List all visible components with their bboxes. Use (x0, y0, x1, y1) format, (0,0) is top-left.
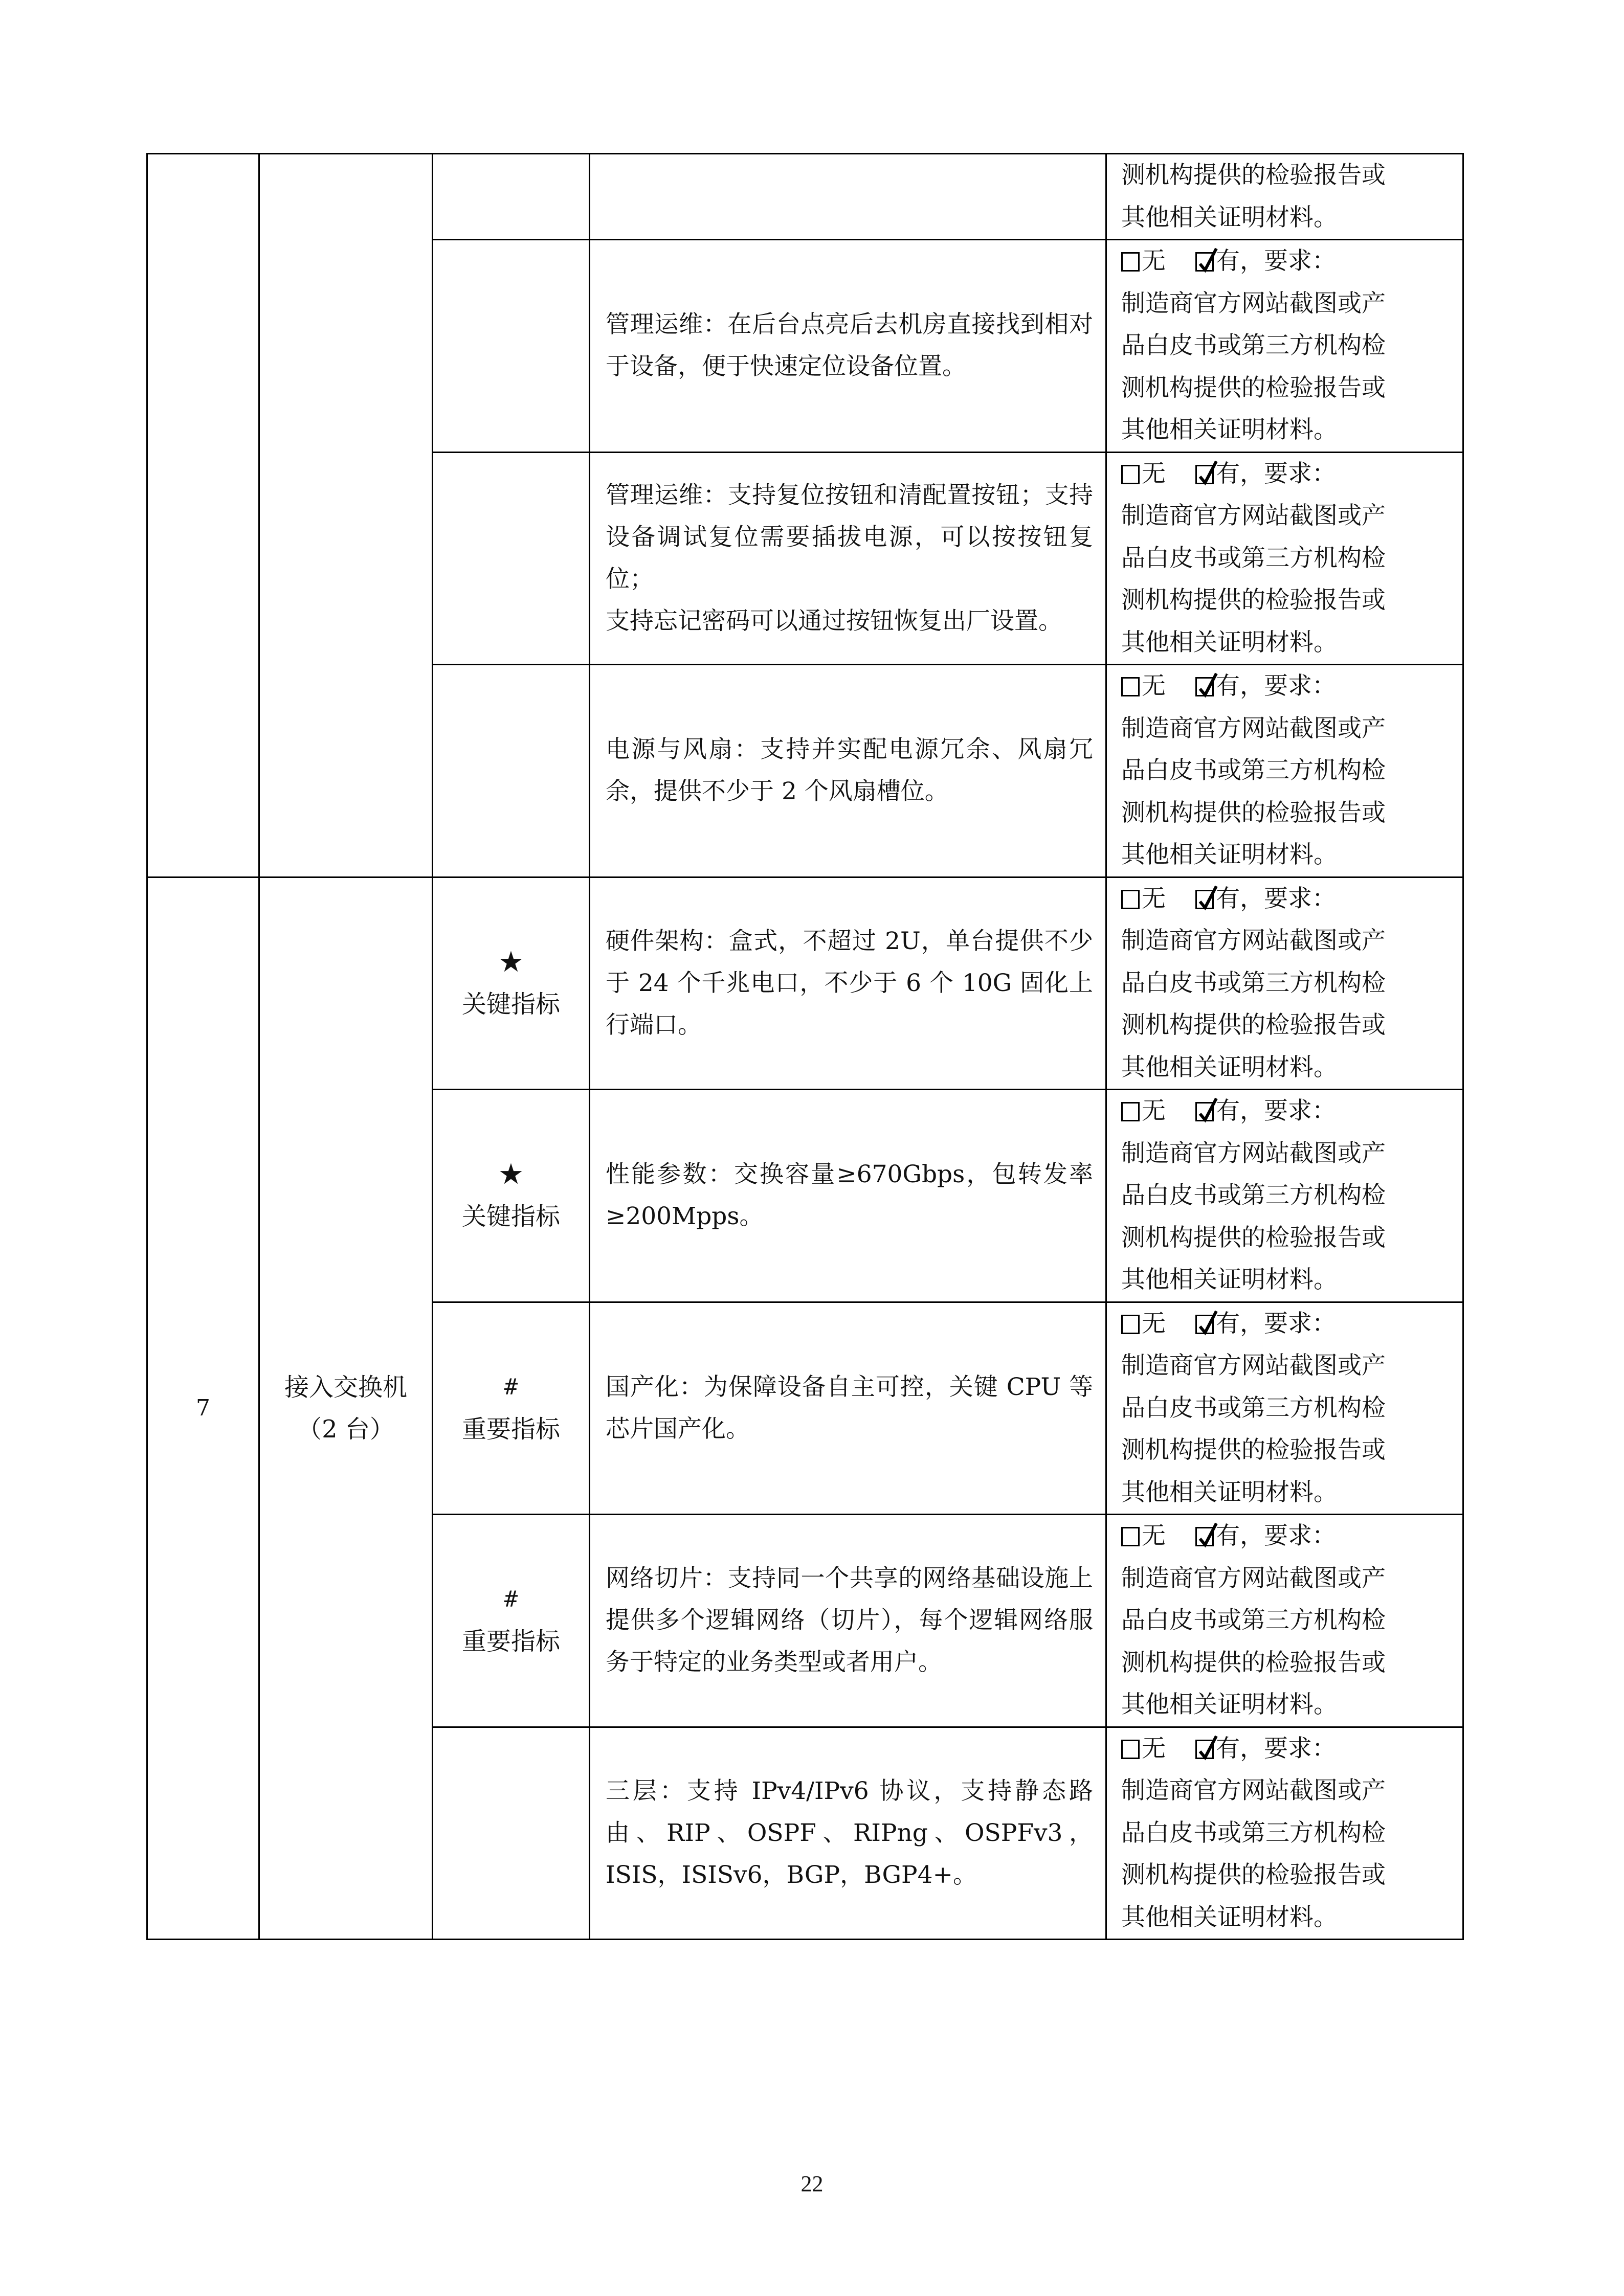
proof-line: 其他相关证明材料。 (1121, 628, 1338, 657)
tag-cell (433, 1727, 590, 1940)
item-number: 7 (147, 877, 259, 1940)
option-none-label: 无 (1142, 1522, 1166, 1550)
proof-line: 测机构提供的检验报告或 (1121, 373, 1386, 402)
proof-line: 其他相关证明材料。 (1121, 203, 1338, 232)
proof-line: 制造商官方网站截图或产 (1121, 502, 1386, 530)
checkbox-checked-icon (1195, 1740, 1214, 1759)
hash-icon: # (504, 1586, 518, 1613)
item-name-cell (259, 154, 433, 877)
proof-options (1121, 878, 1455, 920)
proof-options (1121, 1728, 1455, 1770)
proof-line: 品白皮书或第三方机构检 (1121, 756, 1386, 784)
proof-line: 测机构提供的检验报告或 (1121, 1861, 1386, 1889)
tag-label: 关键指标 (461, 989, 560, 1019)
description-cell: 管理运维：在后台点亮后去机房直接找到相对于设备，便于快速定位设备位置。 (590, 240, 1106, 453)
option-yes-label: 有，要求： (1216, 1734, 1336, 1763)
proof-line: 其他相关证明材料。 (1121, 1691, 1338, 1719)
star-icon: ★ (498, 1158, 524, 1191)
checkbox-none-icon (1121, 677, 1140, 696)
proof-cell (1106, 452, 1463, 665)
option-none-label: 无 (1142, 884, 1166, 913)
proof-line: 测机构提供的检验报告或 (1121, 1436, 1386, 1464)
checkbox-none-icon (1121, 1315, 1140, 1334)
item-number-cell (147, 154, 259, 877)
item-name-cell (259, 877, 433, 1940)
option-none-label: 无 (1142, 459, 1166, 488)
option-yes-label: 有，要求： (1216, 884, 1336, 913)
proof-line: 制造商官方网站截图或产 (1121, 1564, 1386, 1592)
proof-line: 测机构提供的检验报告或 (1121, 1223, 1386, 1252)
star-icon: ★ (498, 945, 524, 979)
option-yes-label: 有，要求： (1216, 1097, 1336, 1125)
description-cell: 电源与风扇：支持并实配电源冗余、风扇冗余，提供不少于 2 个风扇槽位。 (590, 665, 1106, 877)
tag-cell (433, 877, 590, 1090)
tag-label: 关键指标 (461, 1202, 560, 1231)
option-none-label: 无 (1142, 672, 1166, 700)
option-none-label: 无 (1142, 1734, 1166, 1763)
proof-line: 品白皮书或第三方机构检 (1121, 544, 1386, 572)
proof-line: 测机构提供的检验报告或 (1121, 1648, 1386, 1677)
proof-options (1121, 453, 1455, 496)
option-yes-label: 有，要求： (1216, 459, 1336, 488)
proof-line: 制造商官方网站截图或产 (1121, 1776, 1386, 1805)
option-none-label: 无 (1142, 247, 1166, 275)
tag-cell (433, 154, 590, 240)
requirements-table (146, 153, 1464, 1940)
proof-line: 制造商官方网站截图或产 (1121, 927, 1386, 955)
proof-line: 测机构提供的检验报告或 (1121, 586, 1386, 614)
description-cell: 硬件架构：盒式，不超过 2U，单台提供不少于 24 个千兆电口，不少于 6 个 10G 固化上行端口。 (590, 877, 1106, 1090)
checkbox-none-icon (1121, 1527, 1140, 1546)
tag-cell (433, 665, 590, 877)
option-none-label: 无 (1142, 1097, 1166, 1125)
proof-options (1121, 665, 1455, 708)
proof-line: 品白皮书或第三方机构检 (1121, 1818, 1386, 1847)
checkbox-none-icon (1121, 1102, 1140, 1121)
checkbox-none-icon (1121, 465, 1140, 484)
proof-line: 制造商官方网站截图或产 (1121, 714, 1386, 742)
tag-label: 重要指标 (461, 1627, 560, 1656)
proof-cell (1106, 240, 1463, 453)
tag-cell (433, 1090, 590, 1302)
proof-line: 其他相关证明材料。 (1121, 1903, 1338, 1931)
checkbox-checked-icon (1195, 677, 1214, 696)
option-none-label: 无 (1142, 1309, 1166, 1338)
table-row (147, 154, 1463, 240)
description-cell (590, 154, 1106, 240)
tag-cell (433, 1302, 590, 1515)
proof-cell (1106, 1515, 1463, 1727)
description-cell: 管理运维：支持复位按钮和清配置按钮；支持设备调试复位需要插拔电源，可以按按钮复位； 支持忘记密码可以通过按钮恢复出厂设置。 (590, 452, 1106, 665)
proof-line: 品白皮书或第三方机构检 (1121, 1606, 1386, 1634)
option-yes-label: 有，要求： (1216, 247, 1336, 275)
proof-options (1121, 1303, 1455, 1345)
option-yes-label: 有，要求： (1216, 1309, 1336, 1338)
proof-options (1121, 240, 1455, 283)
table-row (147, 877, 1463, 1090)
proof-line: 其他相关证明材料。 (1121, 1053, 1338, 1082)
option-yes-label: 有，要求： (1216, 1522, 1336, 1550)
proof-line: 品白皮书或第三方机构检 (1121, 1181, 1386, 1209)
tag-label: 重要指标 (461, 1414, 560, 1444)
checkbox-none-icon (1121, 890, 1140, 909)
checkbox-checked-icon (1195, 890, 1214, 909)
tag-cell (433, 452, 590, 665)
item-name: 接入交换机 (284, 1372, 407, 1402)
proof-line: 制造商官方网站截图或产 (1121, 289, 1386, 318)
proof-options (1121, 1090, 1455, 1133)
proof-cell (1106, 877, 1463, 1090)
checkbox-none-icon (1121, 252, 1140, 272)
proof-line: 其他相关证明材料。 (1121, 416, 1338, 444)
proof-line: 品白皮书或第三方机构检 (1121, 1393, 1386, 1422)
proof-cell (1106, 1302, 1463, 1515)
item-quantity: （2 台） (297, 1414, 394, 1444)
description-cell: 三层：支持 IPv4/IPv6 协议，支持静态路由、RIP、OSPF、RIPng、OSPFv3，ISIS，ISISv6，BGP，BGP4+。 (590, 1727, 1106, 1940)
checkbox-checked-icon (1195, 1527, 1214, 1546)
proof-line: 其他相关证明材料。 (1121, 1478, 1338, 1506)
checkbox-checked-icon (1195, 465, 1214, 484)
proof-line: 其他相关证明材料。 (1121, 1266, 1338, 1294)
proof-line: 品白皮书或第三方机构检 (1121, 969, 1386, 997)
page-number: 22 (800, 2171, 824, 2196)
description-cell: 网络切片：支持同一个共享的网络基础设施上提供多个逻辑网络（切片），每个逻辑网络服务于特定的业务类型或者用户。 (590, 1515, 1106, 1727)
tag-cell (433, 1515, 590, 1727)
description-cell: 国产化：为保障设备自主可控，关键 CPU 等芯片国产化。 (590, 1302, 1106, 1515)
proof-cell (1106, 665, 1463, 877)
checkbox-checked-icon (1195, 1102, 1214, 1121)
checkbox-checked-icon (1195, 252, 1214, 272)
proof-line: 其他相关证明材料。 (1121, 841, 1338, 869)
proof-cell (1106, 1090, 1463, 1302)
tag-cell (433, 240, 590, 453)
checkbox-checked-icon (1195, 1315, 1214, 1334)
checkbox-none-icon (1121, 1740, 1140, 1759)
description-cell: 性能参数：交换容量≥670Gbps，包转发率≥200Mpps。 (590, 1090, 1106, 1302)
proof-line: 测机构提供的检验报告或 (1121, 1011, 1386, 1039)
proof-line: 测机构提供的检验报告或 (1121, 798, 1386, 827)
option-yes-label: 有，要求： (1216, 672, 1336, 700)
proof-line: 品白皮书或第三方机构检 (1121, 331, 1386, 359)
hash-icon: # (504, 1374, 518, 1400)
proof-line: 测机构提供的检验报告或 (1121, 161, 1386, 189)
proof-cell (1106, 154, 1463, 240)
proof-line: 制造商官方网站截图或产 (1121, 1139, 1386, 1167)
proof-options (1121, 1515, 1455, 1558)
proof-line: 制造商官方网站截图或产 (1121, 1352, 1386, 1380)
proof-cell (1106, 1727, 1463, 1940)
